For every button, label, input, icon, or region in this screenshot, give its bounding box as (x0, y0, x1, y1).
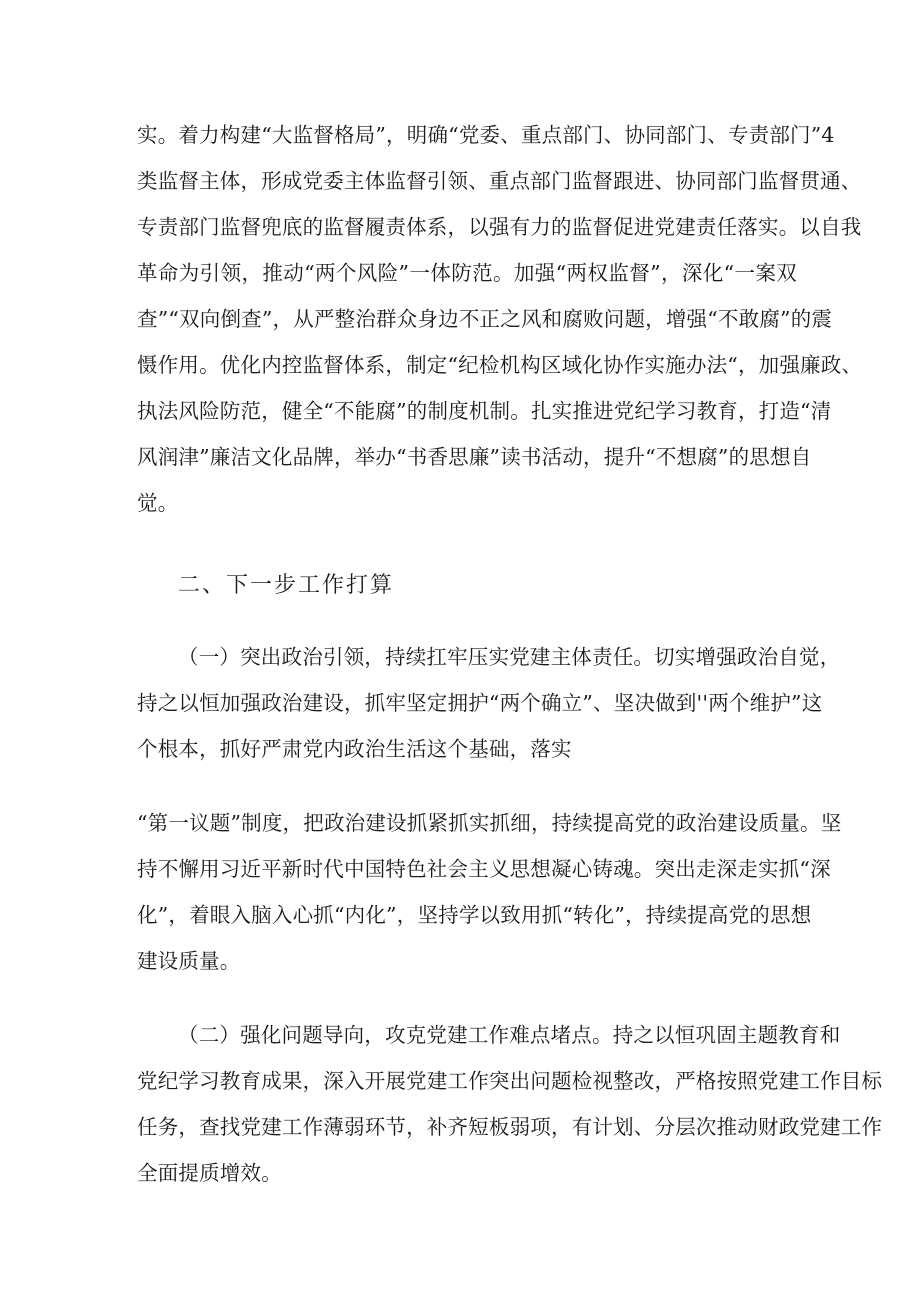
text-line: 查”“双向倒查”，从严整治群众身边不正之风和腐败问题，增强“不敢腐”的震 (137, 307, 833, 331)
section-heading: 二、下一步工作打算 (178, 573, 395, 598)
text-line: 党纪学习教育成果，深入开展党建工作突出问题检视整改，严格按照党建工作目标 (137, 1069, 883, 1093)
text-line: 任务，查找党建工作薄弱环节，补齐短板弱项，有计划、分层次推动财政党建工作 (137, 1115, 883, 1139)
text-line: 持不懈用习近平新时代中国特色社会主义思想凝心铸魂。突出走深走实抓“深 (137, 857, 831, 881)
text-line: “第一议题”制度，把政治建设抓紧抓实抓细，持续提高党的政治建设质量。坚 (137, 811, 842, 835)
text-line: 专责部门监督兜底的监督履责体系，以强有力的监督促进党建责任落实。以自我 (137, 215, 862, 239)
text-line: 执法风险防范，健全“不能腐”的制度机制。扎实推进党纪学习教育，打造“清 (137, 399, 832, 423)
text-line: 建设质量。 (137, 949, 241, 973)
text-line: 化”，着眼入脑入心抓“内化”，坚持学以致用抓“转化”，持续提高党的思想 (137, 903, 812, 927)
text-line: 持之以恒加强政治建设，抓牢坚定拥护“两个确立”、坚决做到''两个维护”这 (137, 691, 823, 715)
text-line: 革命为引领，推动“两个风险”一体防范。加强“两权监督”，深化“一案双 (137, 261, 797, 285)
text-line: 个根本，抓好严肃党内政治生活这个基础，落实 (137, 737, 572, 761)
text-line: 慑作用。优化内控监督体系，制定“纪检机构区域化协作实施办法“，加强廉政、 (137, 353, 863, 377)
text-line: 类监督主体，形成党委主体监督引领、重点部门监督跟进、协同部门监督贯通、 (137, 169, 862, 193)
text-line: 觉。 (137, 491, 179, 515)
text-line: 全面提质增效。 (137, 1161, 282, 1185)
text-line: 实。着力构建“大监督格局”，明确“党委、重点部门、协同部门、专责部门”4 (137, 123, 835, 147)
text-line: （一）突出政治引领，持续扛牢压实党建主体责任。切实增强政治自觉， (178, 645, 841, 669)
text-line: （二）强化问题导向，攻克党建工作难点堵点。持之以恒巩固主题教育和 (178, 1023, 841, 1047)
text-line: 风润津”廉洁文化品牌，举办“书香思廉”读书活动，提升“不想腐”的思想自 (137, 445, 812, 469)
